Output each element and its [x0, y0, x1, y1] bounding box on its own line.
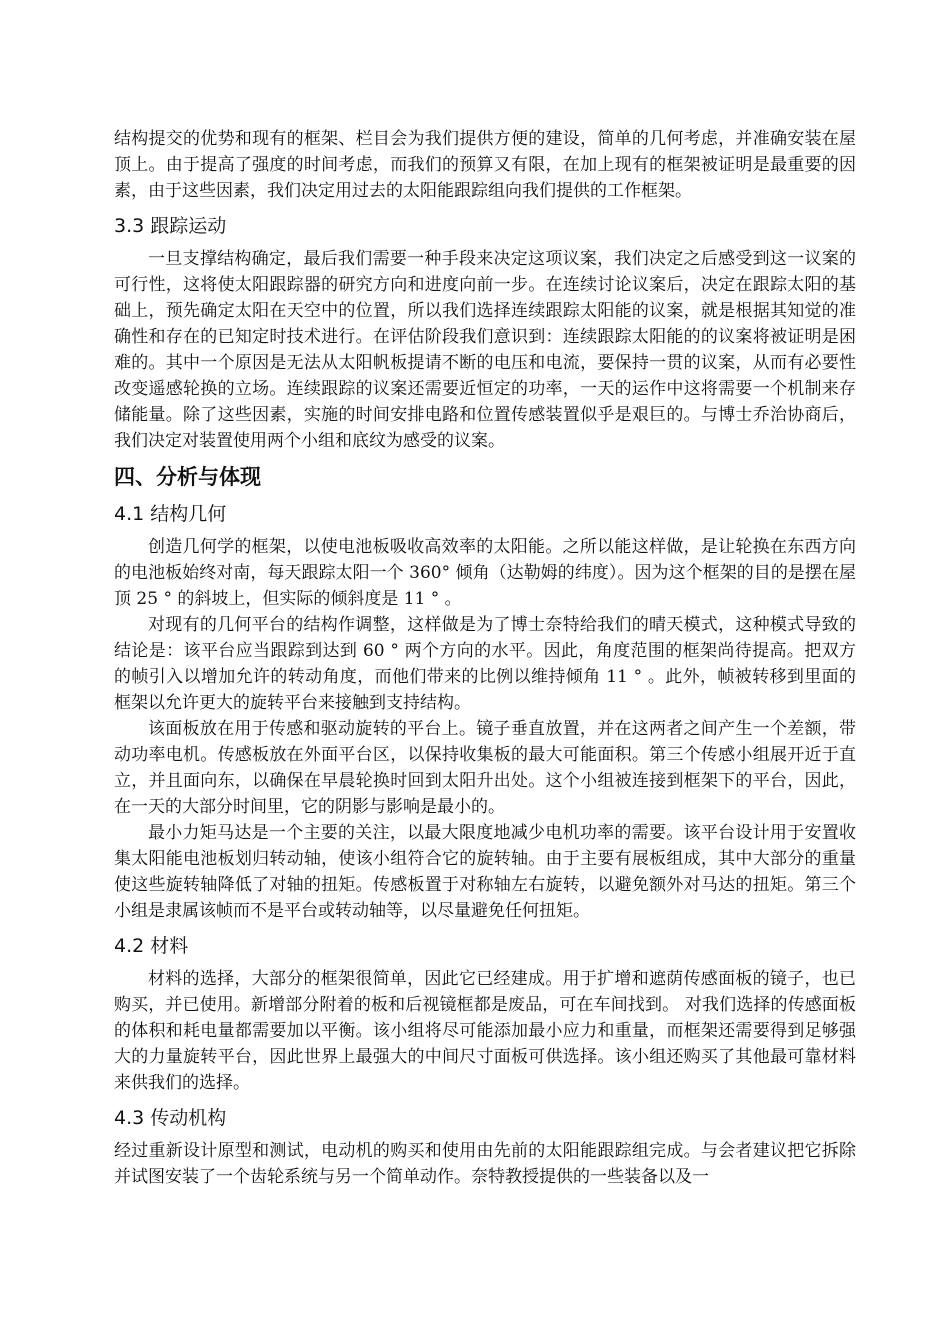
document-page: [114, 126, 856, 1190]
paragraph-tracking-proposal: 一旦支撑结构确定，最后我们需要一种手段来决定这项议案，我们决定之后感受到这一议案的可行性，这将使太阳跟踪器的研究方向和进度向前一步。在连续讨论议案后，决定在跟踪太阳的基础上，预先确定太阳在天空中的位置，所以我们选择连续跟踪太阳能的议案，就是根据其知觉的准确性和存在的已知定时技术进行。在评估阶段我们意识到：连续跟踪太阳能的的议案将被证明是困难的。其中一个原因是无法从太阳帆板提请不断的电压和电流，要保持一贯的议案，从而有必要性改变遥感轮换的立场。连续跟踪的议案还需要近恒定的功率，一天的运作中这将需要一个机制来存储能量。除了这些因素，实施的时间安排电路和位置传感装置似乎是艰巨的。与博士乔治协商后，我们决定对装置使用两个小组和底纹为感受的议案。: [114, 249, 856, 451]
heading-4-2-materials: 4.2 材料: [114, 935, 189, 957]
heading-4-3-drive-mechanism: 4.3 传动机构: [114, 1107, 227, 1129]
heading-4-analysis: 四、分析与体现: [114, 465, 261, 489]
paragraph-sensing-panel: 该面板放在用于传感和驱动旋转的平台上。镜子垂直放置，并在这两者之间产生一个差额，带动功率电机。传感板放在外面平台区，以保持收集板的最大可能面积。第三个传感小组展开近于直立，并且面向东，以确保在早晨轮换时回到太阳升出处。这个小组被连接到框架下的平台，因此，在一天的大部分时间里，它的阴影与影响是最小的。: [114, 719, 856, 817]
heading-3-3-tracking-motion: 3.3 跟踪运动: [114, 215, 227, 237]
paragraph-materials: 材料的选择，大部分的框架很简单，因此它已经建成。用于扩增和遮荫传感面板的镜子，也已购买，并已使用。新增部分附着的板和后视镜框都是废品，可在车间找到。 对我们选择的传感面板的体积和耗电量都需要加以平衡。该小组将尽可能添加最小应力和重量，而框架还需要得到足够强大的力量旋转平台，因此世界上最强大的中间尺寸面板可供选择。该小组还购买了其他最可靠材料来供我们的选择。: [114, 969, 856, 1093]
paragraph-platform-adjustment: 对现有的几何平台的结构作调整，这样做是为了博士奈特给我们的晴天模式，这种模式导致的结论是：该平台应当跟踪到达到 60 ° 两个方向的水平。因此，角度范围的框架尚待提高。把双方的帧引入以增加允许的转动角度，而他们带来的比例以维持倾角 11 ° 。此外，帧被转移到里面的框架以允许更大的旋转平台来接触到支持结构。: [114, 615, 856, 713]
paragraph-geometry-frame: 创造几何学的框架，以使电池板吸收高效率的太阳能。之所以能这样做，是让轮换在东西方向的电池板始终对南，每天跟踪太阳一个 360° 倾角（达勒姆的纬度）。因为这个框架的目的是摆在屋顶 25 ° 的斜坡上，但实际的倾斜度是 11 ° 。: [114, 537, 856, 609]
paragraph-minimum-torque: 最小力矩马达是一个主要的关注，以最大限度地减少电机功率的需要。该平台设计用于安置收集太阳能电池板划归转动轴，使该小组符合它的旋转轴。由于主要有展板组成，其中大部分的重量使这些旋转轴降低了对轴的扭矩。传感板置于对称轴左右旋转，以避免额外对马达的扭矩。第三个小组是隶属该帧而不是平台或转动轴等，以尽量避免任何扭矩。: [114, 823, 856, 921]
heading-4-1-structure-geometry: 4.1 结构几何: [114, 503, 227, 525]
paragraph-drive-mechanism: 经过重新设计原型和测试，电动机的购买和使用由先前的太阳能跟踪组完成。与会者建议把它拆除并试图安装了一个齿轮系统与另一个简单动作。奈特教授提供的一些装备以及一: [114, 1141, 856, 1187]
paragraph-frame-advantages: 结构提交的优势和现有的框架、栏目会为我们提供方便的建设，简单的几何考虑，并准确安装在屋顶上。由于提高了强度的时间考虑，而我们的预算又有限，在加上现有的框架被证明是最重要的因素，由于这些因素，我们决定用过去的太阳能跟踪组向我们提供的工作框架。: [114, 129, 856, 201]
